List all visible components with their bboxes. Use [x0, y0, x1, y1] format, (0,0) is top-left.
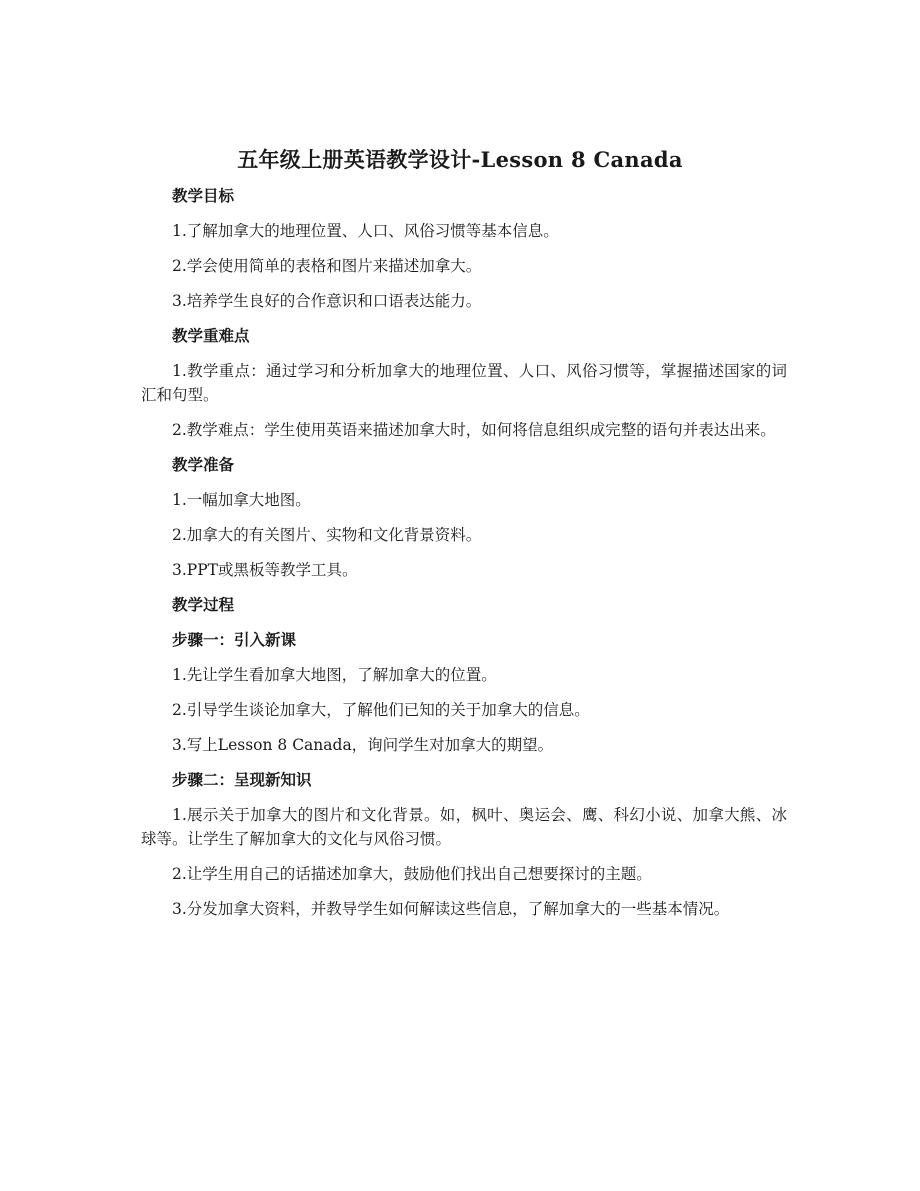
key-point-item: 2.教学难点：学生使用英语来描述加拿大时，如何将信息组织成完整的语句并表达出来。: [172, 421, 776, 439]
step2-item: 3.分发加拿大资料，并教导学生如何解读这些信息，了解加拿大的一些基本情况。: [172, 900, 730, 918]
preparation-item: 2.加拿大的有关图片、实物和文化背景资料。: [172, 526, 482, 544]
step2-item: 1.展示关于加拿大的图片和文化背景。如，枫叶、奥运会、鹰、科幻小说、加拿大熊、冰球等。让学生了解加拿大的文化与风俗习惯。: [141, 806, 787, 848]
objective-item: 2.学会使用简单的表格和图片来描述加拿大。: [172, 257, 482, 275]
section-key-points: [141, 324, 787, 442]
objective-item: 3.培养学生良好的合作意识和口语表达能力。: [172, 292, 482, 310]
step-heading-2: 步骤二：呈现新知识: [172, 770, 312, 789]
preparation-item: 3.PPT或黑板等教学工具。: [172, 561, 358, 579]
section-heading-key-points: 教学重难点: [172, 326, 250, 345]
step1-item: 1.先让学生看加拿大地图，了解加拿大的位置。: [172, 666, 497, 684]
key-point-item: 1.教学重点：通过学习和分析加拿大的地理位置、人口、风俗习惯等，掌握描述国家的词汇和句型。: [141, 362, 787, 404]
section-objectives: [172, 184, 787, 313]
document-body: [141, 184, 787, 932]
section-heading-preparation: 教学准备: [172, 455, 235, 474]
section-preparation: [172, 453, 787, 582]
section-heading-objectives: 教学目标: [172, 186, 235, 205]
document-title: 五年级上册英语教学设计-Lesson 8 Canada: [237, 147, 683, 172]
step1-item: 3.写上Lesson 8 Canada，询问学生对加拿大的期望。: [172, 736, 554, 754]
section-process: [141, 593, 787, 921]
step1-item: 2.引导学生谈论加拿大，了解他们已知的关于加拿大的信息。: [172, 701, 590, 719]
section-heading-process: 教学过程: [172, 595, 235, 614]
objective-item: 1.了解加拿大的地理位置、人口、风俗习惯等基本信息。: [172, 222, 559, 240]
preparation-item: 1.一幅加拿大地图。: [172, 491, 311, 509]
step-heading-1: 步骤一：引入新课: [172, 630, 297, 649]
step2-item: 2.让学生用自己的话描述加拿大，鼓励他们找出自己想要探讨的主题。: [172, 865, 652, 883]
